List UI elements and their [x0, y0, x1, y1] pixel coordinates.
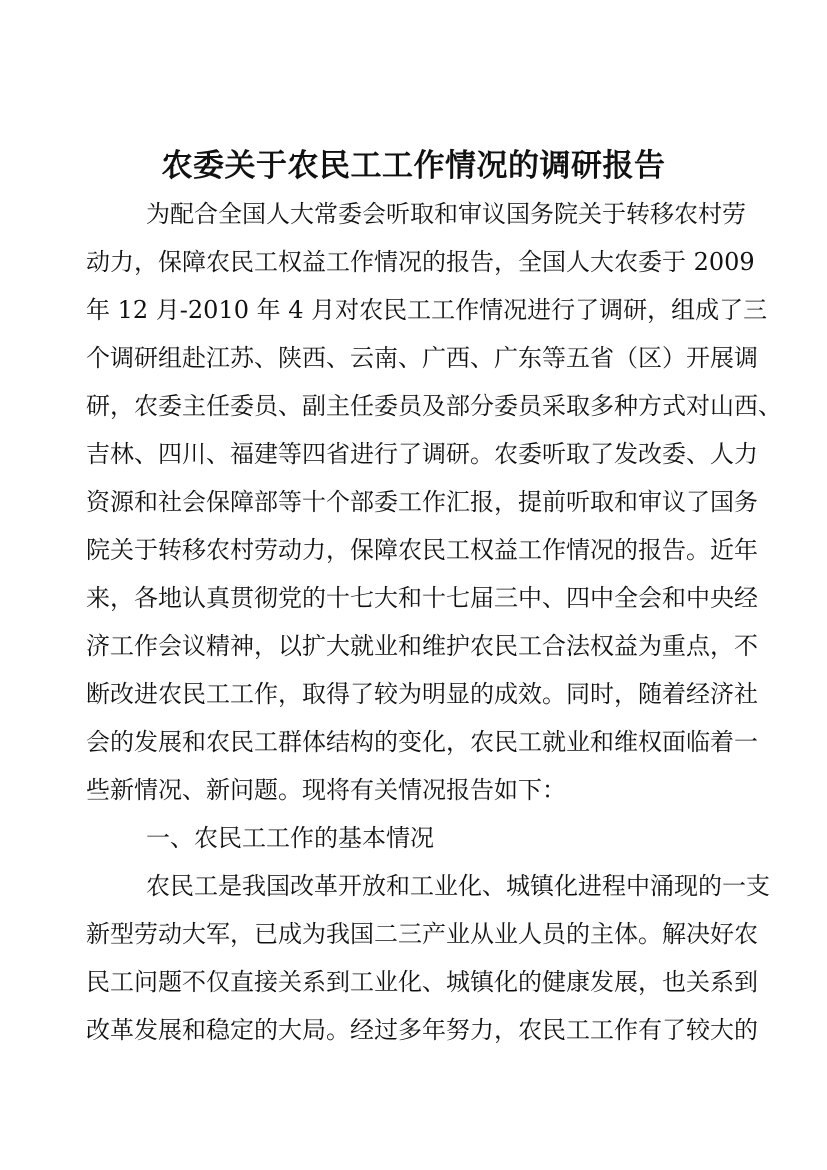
paragraph-line: 年 12 月-2010 年 4 月对农民工工作情况进行了调研，组成了三: [86, 296, 768, 324]
paragraph-line: 个调研组赴江苏、陕西、云南、广西、广东等五省（区）开展调: [86, 344, 758, 372]
paragraph-line: 断改进农民工工作，取得了较为明显的成效。同时，随着经济社: [86, 680, 758, 708]
paragraph-line: 农民工是我国改革开放和工业化、城镇化进程中涌现的一支: [146, 872, 770, 900]
paragraph-line: 研，农委主任委员、副主任委员及部分委员采取多种方式对山西、: [86, 392, 782, 420]
paragraph-line: 来，各地认真贯彻党的十七大和十七届三中、四中全会和中央经: [86, 584, 758, 612]
paragraph-line: 民工问题不仅直接关系到工业化、城镇化的健康发展，也关系到: [86, 968, 758, 996]
paragraph-line: 院关于转移农村劳动力，保障农民工权益工作情况的报告。近年: [86, 536, 758, 564]
paragraph-line: 济工作会议精神，以扩大就业和维护农民工合法权益为重点，不: [86, 632, 758, 660]
section-heading: 一、农民工工作的基本情况: [146, 824, 434, 852]
paragraph-line: 动力，保障农民工权益工作情况的报告，全国人大农委于 2009: [86, 248, 755, 276]
paragraph-line: 改革发展和稳定的大局。经过多年努力，农民工工作有了较大的: [86, 1016, 758, 1044]
paragraph-line: 新型劳动大军，已成为我国二三产业从业人员的主体。解决好农: [86, 920, 758, 948]
paragraph-line: 会的发展和农民工群体结构的变化，农民工就业和维权面临着一: [86, 728, 758, 756]
paragraph-line: 资源和社会保障部等十个部委工作汇报，提前听取和审议了国务: [86, 488, 758, 516]
paragraph-line: 吉林、四川、福建等四省进行了调研。农委听取了发改委、人力: [86, 440, 758, 468]
document-title: 农委关于农民工工作情况的调研报告: [161, 148, 666, 184]
paragraph-line: 些新情况、新问题。现将有关情况报告如下：: [86, 776, 566, 804]
paragraph-line: 为配合全国人大常委会听取和审议国务院关于转移农村劳: [146, 200, 746, 228]
